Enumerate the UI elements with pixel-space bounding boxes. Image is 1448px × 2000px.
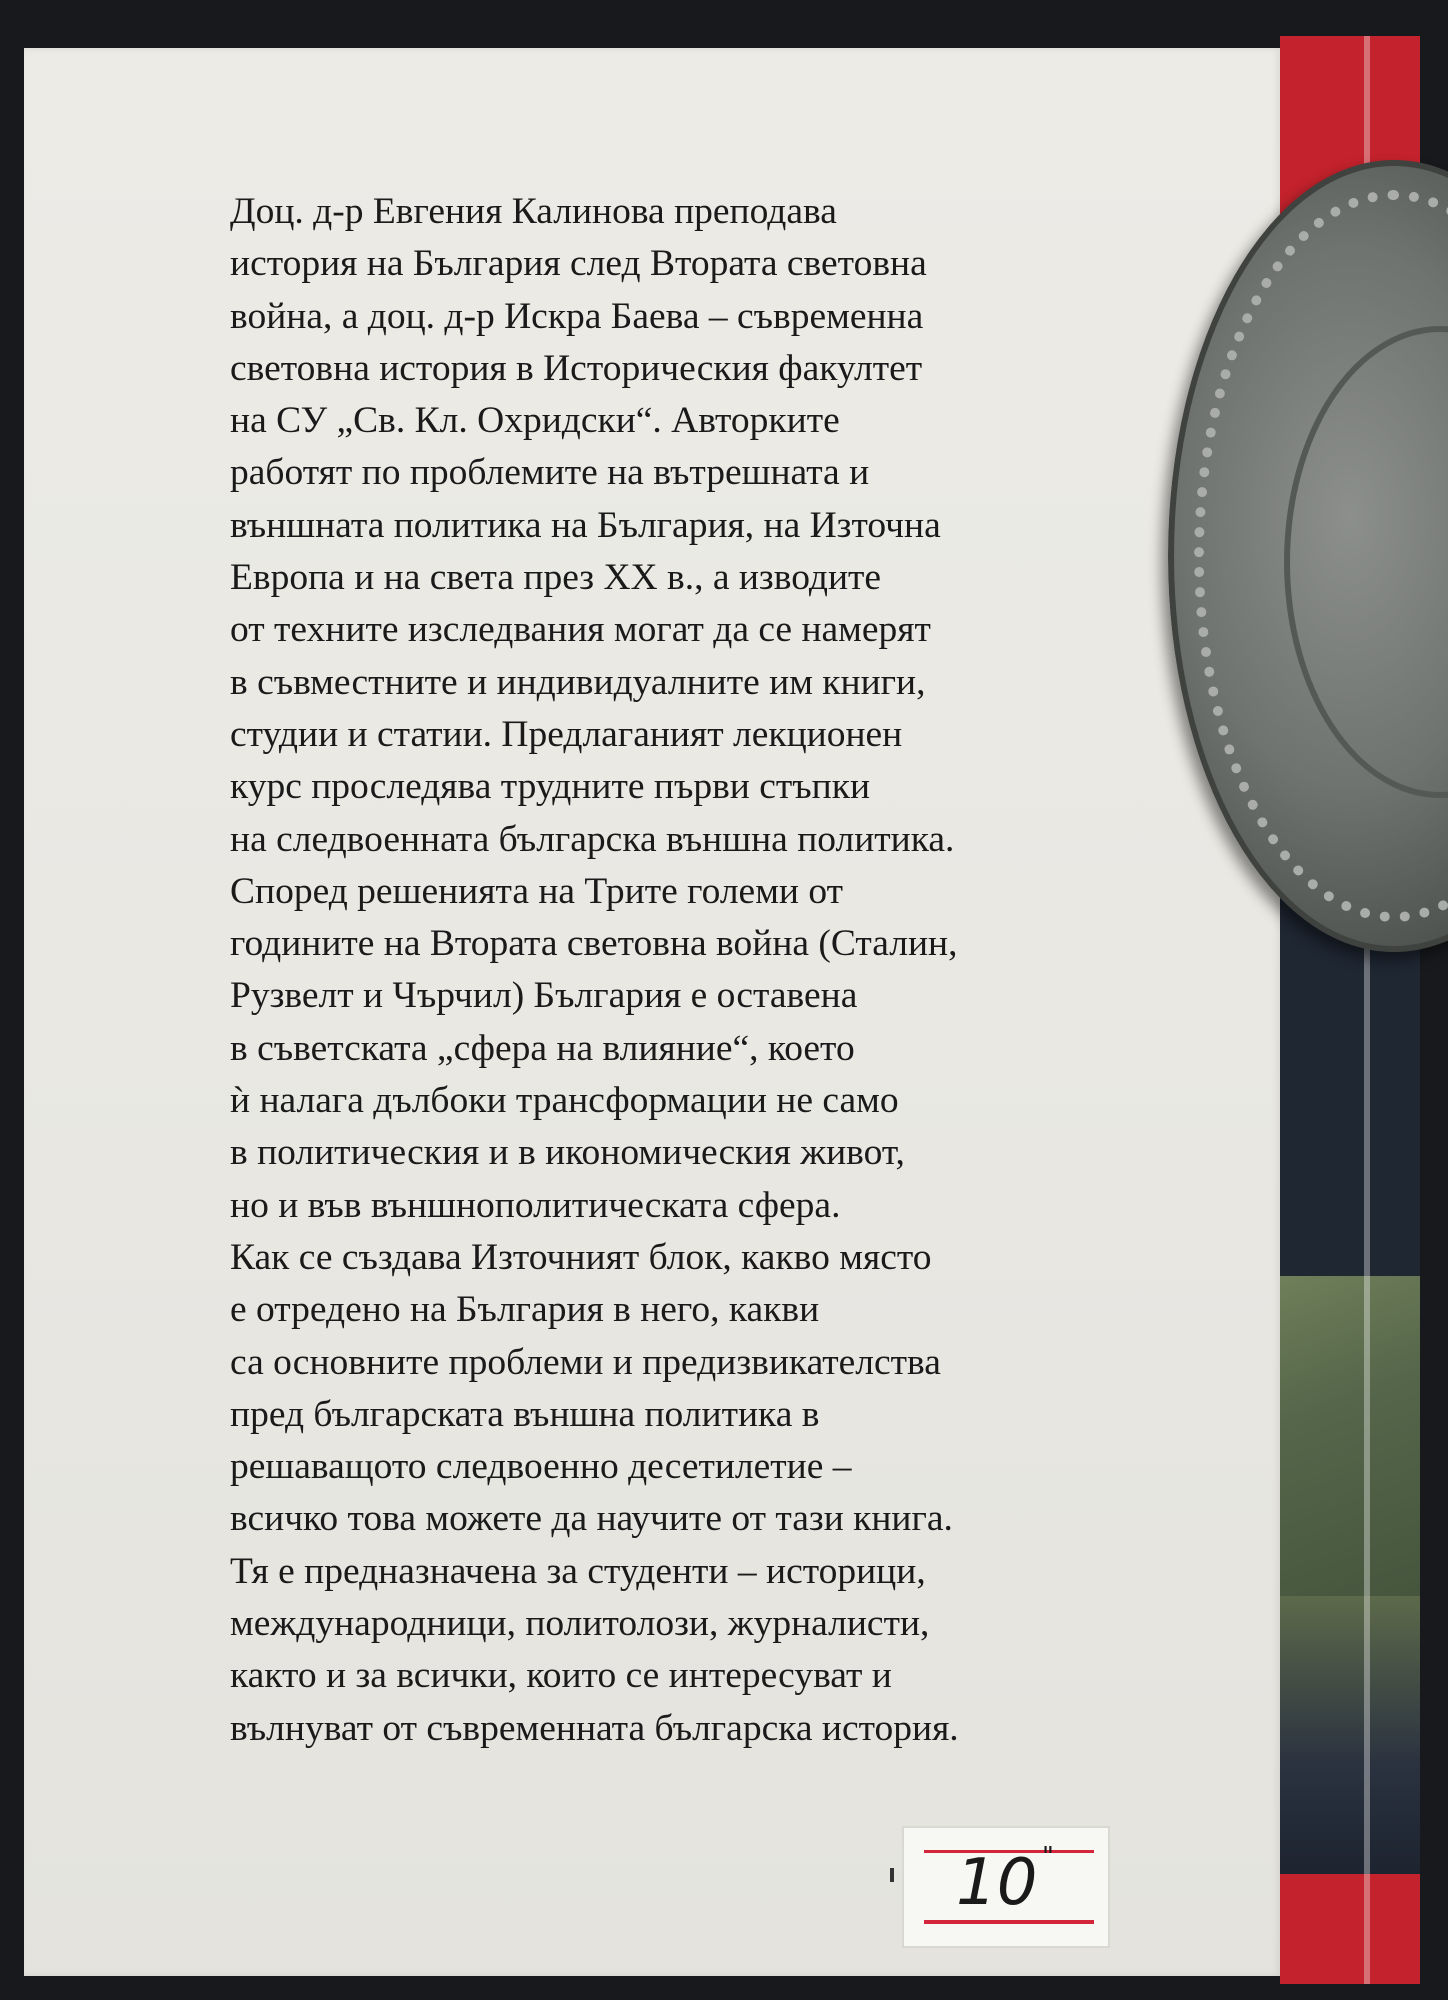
blurb-line: в политическия и в икономическия живот, — [230, 1132, 905, 1174]
price-strike-bottom — [924, 1920, 1094, 1924]
blurb-line: външната политика на България, на Източна — [230, 504, 941, 546]
barcode-fragment — [890, 1868, 894, 1882]
blurb-line: са основните проблеми и предизвикателства — [230, 1341, 941, 1383]
blurb-line: вълнуват от съвременната българска история. — [230, 1707, 959, 1749]
blurb-line: война, а доц. д-р Искра Баева – съвременна — [230, 295, 924, 337]
blurb-line: в съветската „сфера на влияние“, което — [230, 1027, 855, 1069]
blurb-line: международници, политолози, журналисти, — [230, 1603, 930, 1645]
back-cover-blurb — [230, 186, 1190, 1755]
blurb-line: Тя е предназначена за студенти – историци, — [230, 1550, 926, 1592]
red-band-bottom — [1280, 1874, 1420, 1984]
blurb-line: всичко това можете да научите от тази книга. — [230, 1498, 953, 1540]
blurb-line: решаващото следвоенно десетилетие – — [230, 1446, 852, 1488]
blurb-line: Доц. д-р Евгения Калинова преподава — [230, 191, 837, 232]
blurb-line: Рузвелт и Чърчил) България е оставена — [230, 975, 858, 1017]
blurb-line: е отредено на България в него, какви — [230, 1289, 820, 1331]
blurb-line: студии и статии. Предлаганият лекционен — [230, 713, 903, 755]
blurb-line: курс проследява трудните първи стъпки — [230, 766, 871, 808]
map-image-sea — [1280, 1596, 1420, 1876]
blurb-line: но и във външнополитическата сфера. — [230, 1184, 841, 1226]
blurb-line: пред българската външна политика в — [230, 1393, 820, 1435]
blurb-line: на следвоенната българска външна политика. — [230, 818, 955, 860]
blurb-line: годините на Втората световна война (Сталин, — [230, 923, 958, 965]
blurb-line: Как се създава Източният блок, какво място — [230, 1236, 932, 1278]
map-image — [1280, 896, 1420, 1276]
price-value: 10 — [956, 1846, 1038, 1920]
price-mark: " — [1042, 1842, 1054, 1872]
blurb-line: на СУ „Св. Кл. Охридски“. Авторките — [230, 400, 840, 442]
price-sticker — [902, 1826, 1110, 1948]
blurb-line: Според решенията на Трите големи от — [230, 870, 844, 912]
map-image-land — [1280, 1276, 1420, 1596]
blurb-line: ѝ налага дълбоки трансформации не само — [230, 1080, 899, 1122]
blurb-line: Европа и на света през ХХ в., а изводите — [230, 557, 882, 599]
blurb-line: световна история в Историческия факултет — [230, 347, 923, 389]
blurb-line: в съвместните и индивидуалните им книги, — [230, 661, 926, 703]
blurb-line: работят по проблемите на вътрешната и — [230, 452, 870, 494]
blurb-line: както и за всички, които се интересуват и — [230, 1655, 892, 1697]
blurb-line: история на България след Втората световна — [230, 243, 927, 285]
blurb-line: от техните изследвания могат да се намерят — [230, 609, 931, 651]
